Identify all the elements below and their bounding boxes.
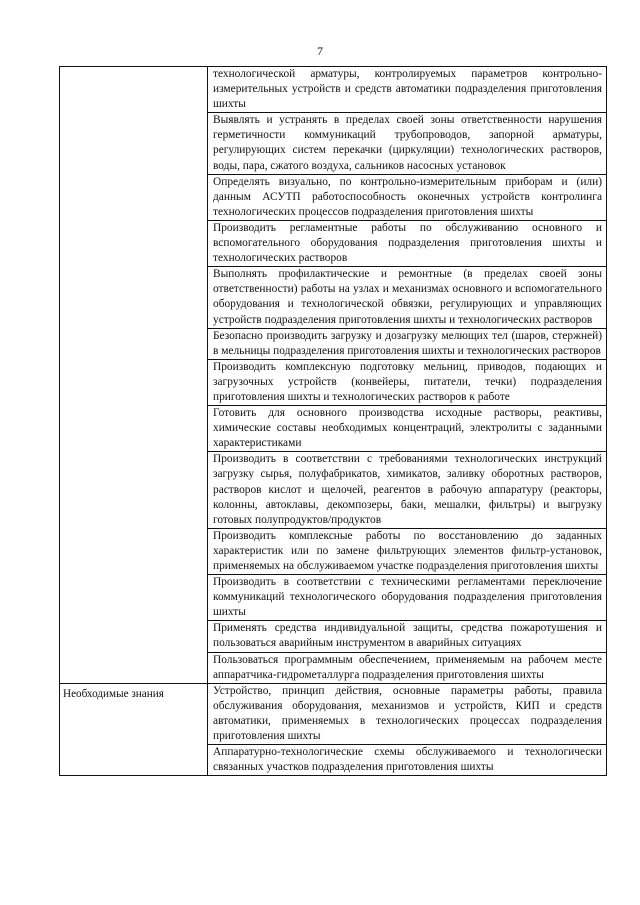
skill-item: Производить регламентные работы по обслуживанию основного и вспомогательного оборудования подразделения приготовления шихты и технологических растворов bbox=[208, 220, 607, 266]
skill-item: Готовить для основного производства исходные растворы, реактивы, химические составы необходимых концентраций, электролиты с заданными характеристиками bbox=[208, 406, 607, 452]
table-row bbox=[60, 67, 607, 113]
skill-item: Выявлять и устранять в пределах своей зоны ответственности нарушения герметичности коммуникаций трубопроводов, запорной арматуры, регулирующих систем перекачки (циркуляции) технологических растворов, воды, пара, сжатого воздуха, сальников насосных установок bbox=[208, 113, 607, 174]
skill-item: Пользоваться программным обеспечением, применяемым на рабочем месте аппаратчика-гидрометаллурга подразделения приготовления шихты bbox=[208, 652, 607, 683]
skill-item: Безопасно производить загрузку и дозагрузку мелющих тел (шаров, стержней) в мельницы подразделения приготовления шихты и технологических растворов bbox=[208, 328, 607, 359]
knowledge-item: Аппаратурно-технологические схемы обслуживаемого и технологически связанных участков подразделения приготовления шихты bbox=[208, 745, 607, 776]
skill-item: Производить в соответствии с техническими регламентами переключение коммуникаций технологического оборудования подразделения приготовления шихты bbox=[208, 575, 607, 621]
skill-item: Производить в соответствии с требованиями технологических инструкций загрузку сырья, полуфабрикатов, химикатов, заливку оборотных растворов, растворов кислот и щелочей, реагентов в рабочую аппаратуру (реакторы, колонны, автоклавы, декомпозеры, баки, мешалки, фильтры) и выгрузку готовых полупродуктов/продуктов bbox=[208, 452, 607, 528]
skill-item: Производить комплексную подготовку мельниц, приводов, подающих и загрузочных устройств (конвейеры, питатели, течки) подразделения приготовления шихты и технологических растворов к работе bbox=[208, 359, 607, 405]
table-row bbox=[60, 683, 607, 744]
knowledge-label-cell: Необходимые знания bbox=[60, 683, 208, 776]
skill-item: Применять средства индивидуальной защиты, средства пожаротушения и пользоваться аварийным инструментом в аварийных ситуациях bbox=[208, 621, 607, 652]
skill-item: технологической арматуры, контролируемых параметров контрольно-измерительных устройств и средств автоматики подразделения приготовления шихты bbox=[208, 67, 607, 113]
skill-item: Выполнять профилактические и ремонтные (в пределах своей зоны ответственности) работы на узлах и механизмах основного и вспомогательного оборудования и технологической обвязки, регулирующих и управляющих устройств подразделения приготовления шихты и технологических растворов bbox=[208, 267, 607, 328]
skill-item: Определять визуально, по контрольно-измерительным приборам и (или) данным АСУТП работоспособность оконечных устройств контролинга технологических процессов подразделения приготовления шихты bbox=[208, 174, 607, 220]
skill-item: Производить комплексные работы по восстановлению до заданных характеристик или по замене фильтрующих элементов фильтр-установок, применяемых на обслуживаемом участке подразделения приготовления шихты bbox=[208, 528, 607, 574]
skills-label-cell bbox=[60, 67, 208, 684]
page-number: 7 bbox=[317, 44, 323, 58]
competency-table bbox=[59, 66, 607, 776]
knowledge-item: Устройство, принцип действия, основные параметры работы, правила обслуживания оборудования, механизмов и устройств, КИП и средств автоматики, применяемых в технологических процессах подразделения приготовления шихты bbox=[208, 683, 607, 744]
